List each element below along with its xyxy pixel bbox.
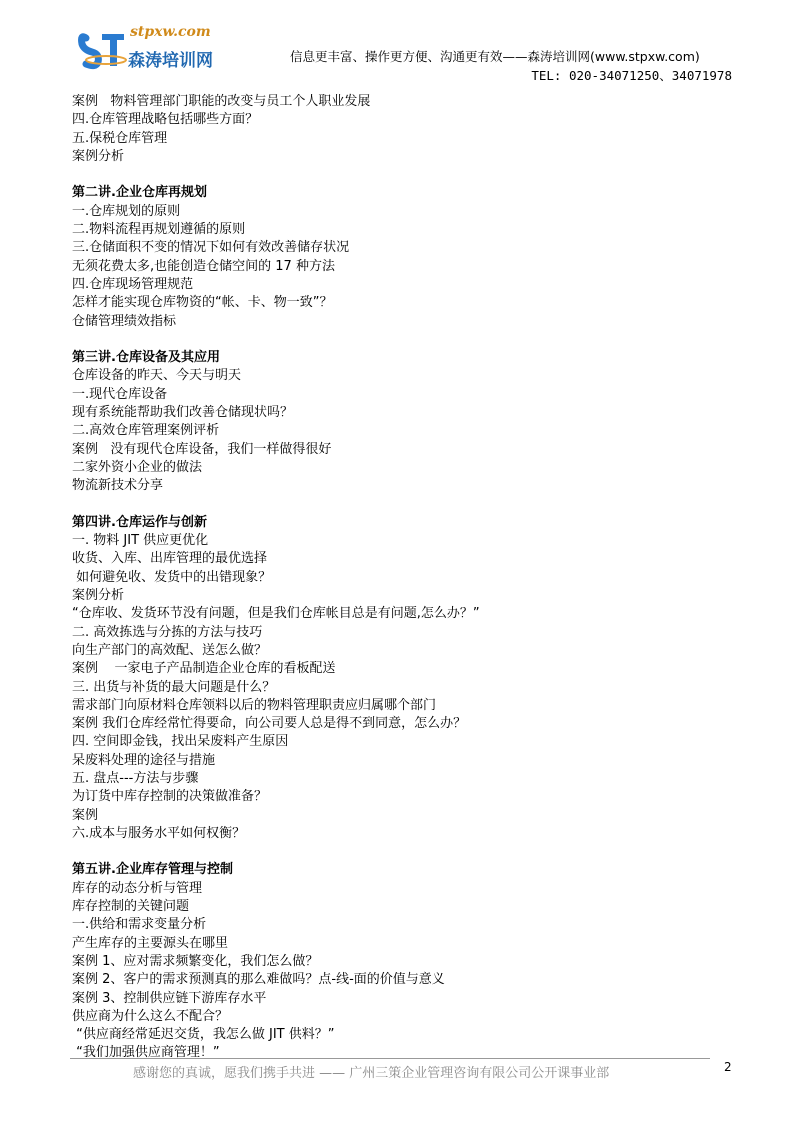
header-tel: TEL: 020-34071250、34071978 — [531, 68, 732, 83]
text-line: 一. 物料 JIT 供应更优化 — [72, 533, 209, 549]
page-number: 2 — [724, 1060, 732, 1074]
header-tagline: 信息更丰富、操作更方便、沟通更有效——森涛培训网(www.stpxw.com) — [290, 49, 700, 64]
text-line: 收货、入库、出库管理的最优选择 — [72, 551, 268, 567]
text-line: 物流新技术分享 — [72, 478, 164, 494]
text-line: 案例 没有现代仓库设备，我们一样做得很好 — [72, 441, 332, 457]
text-line: 二家外资小企业的做法 — [72, 459, 203, 475]
text-line: 案例 — [72, 807, 99, 823]
text-line: 呆废料处理的途径与措施 — [72, 752, 216, 768]
text-line: “我们加强供应商管理！” — [72, 1045, 220, 1061]
text-line: 三. 出货与补货的最大问题是什么？ — [72, 679, 276, 695]
text-line: 一.现代仓库设备 — [72, 386, 168, 402]
text-line: 案例 我们仓库经常忙得要命，向公司要人总是得不到同意，怎么办？ — [72, 716, 467, 732]
document-body — [72, 93, 732, 1063]
footer-text: 感谢您的真诚，愿我们携手共进 —— 广州三策企业管理咨询有限公司公开课事业部 — [133, 1066, 610, 1081]
text-line: 供应商为什么这么不配合？ — [72, 1008, 229, 1024]
text-line: 案例 物料管理部门职能的改变与员工个人职业发展 — [72, 94, 371, 109]
blank-line — [72, 496, 732, 514]
blank-line — [72, 331, 732, 349]
logo-url: stpxw.com — [130, 24, 211, 40]
text-line: 一.供给和需求变量分析 — [72, 917, 207, 933]
text-line: 现有系统能帮助我们改善仓储现状吗？ — [72, 405, 294, 421]
text-line: 四.仓库现场管理规范 — [72, 276, 194, 292]
text-line: 案例分析 — [72, 588, 125, 604]
text-line: 五.保税仓库管理 — [72, 130, 168, 146]
text-line: 一.仓库规划的原则 — [72, 203, 181, 219]
section-heading: 第二讲.企业仓库再规划 — [72, 185, 207, 201]
text-line: “仓库收、发货环节没有问题，但是我们仓库帐目总是有问题,怎么办？” — [72, 606, 480, 622]
text-line: 仓储管理绩效指标 — [72, 313, 177, 329]
text-line: 产生库存的主要源头在哪里 — [72, 935, 229, 951]
text-line: 二.高效仓库管理案例评析 — [72, 423, 220, 439]
text-line: 库存的动态分析与管理 — [72, 880, 203, 896]
section-heading: 第三讲.仓库设备及其应用 — [72, 350, 220, 366]
text-line: 三.仓储面积不变的情况下如何有效改善储存状况 — [72, 240, 350, 256]
section-heading: 第五讲.企业库存管理与控制 — [72, 862, 233, 878]
text-line: 案例 一家电子产品制造企业仓库的看板配送 — [72, 661, 336, 677]
text-line: 向生产部门的高效配、送怎么做？ — [72, 642, 268, 658]
text-line: 案例分析 — [72, 148, 125, 164]
footer-divider — [70, 1058, 710, 1059]
text-line: 库存控制的关键问题 — [72, 899, 190, 915]
logo-mark-icon — [78, 30, 128, 70]
text-line: 怎样才能实现仓库物资的“帐、卡、物一致”？ — [72, 295, 333, 311]
text-line: 二.物料流程再规划遵循的原则 — [72, 222, 246, 238]
logo — [78, 24, 228, 76]
text-line: 四.仓库管理战略包括哪些方面？ — [72, 112, 259, 128]
text-line: 无须花费太多,也能创造仓储空间的 17 种方法 — [72, 258, 335, 274]
section-heading: 第四讲.仓库运作与创新 — [72, 514, 207, 530]
text-line: 二. 高效拣选与分拣的方法与技巧 — [72, 624, 263, 640]
blank-line — [72, 843, 732, 861]
blank-line — [72, 166, 732, 184]
text-line: 案例 1、应对需求频繁变化，我们怎么做？ — [72, 953, 319, 969]
text-line: 如何避免收、发货中的出错现象？ — [72, 569, 272, 585]
text-line: 五. 盘点---方法与步骤 — [72, 770, 199, 786]
text-line: 仓库设备的昨天、今天与明天 — [72, 368, 242, 384]
text-line: “供应商经常延迟交货，我怎么做 JIT 供料？” — [72, 1027, 335, 1043]
text-line: 需求部门向原材料仓库领料以后的物料管理职责应归属哪个部门 — [72, 697, 437, 713]
text-line: 为订货中库存控制的决策做准备？ — [72, 789, 268, 805]
text-line: 案例 2、客户的需求预测真的那么难做吗？点-线-面的价值与意义 — [72, 972, 445, 988]
logo-name: 森涛培训网 — [128, 51, 213, 71]
text-line: 案例 3、控制供应链下游库存水平 — [72, 990, 267, 1006]
text-line: 六.成本与服务水平如何权衡？ — [72, 825, 246, 841]
text-line: 四. 空间即金钱，找出呆废料产生原因 — [72, 734, 289, 750]
